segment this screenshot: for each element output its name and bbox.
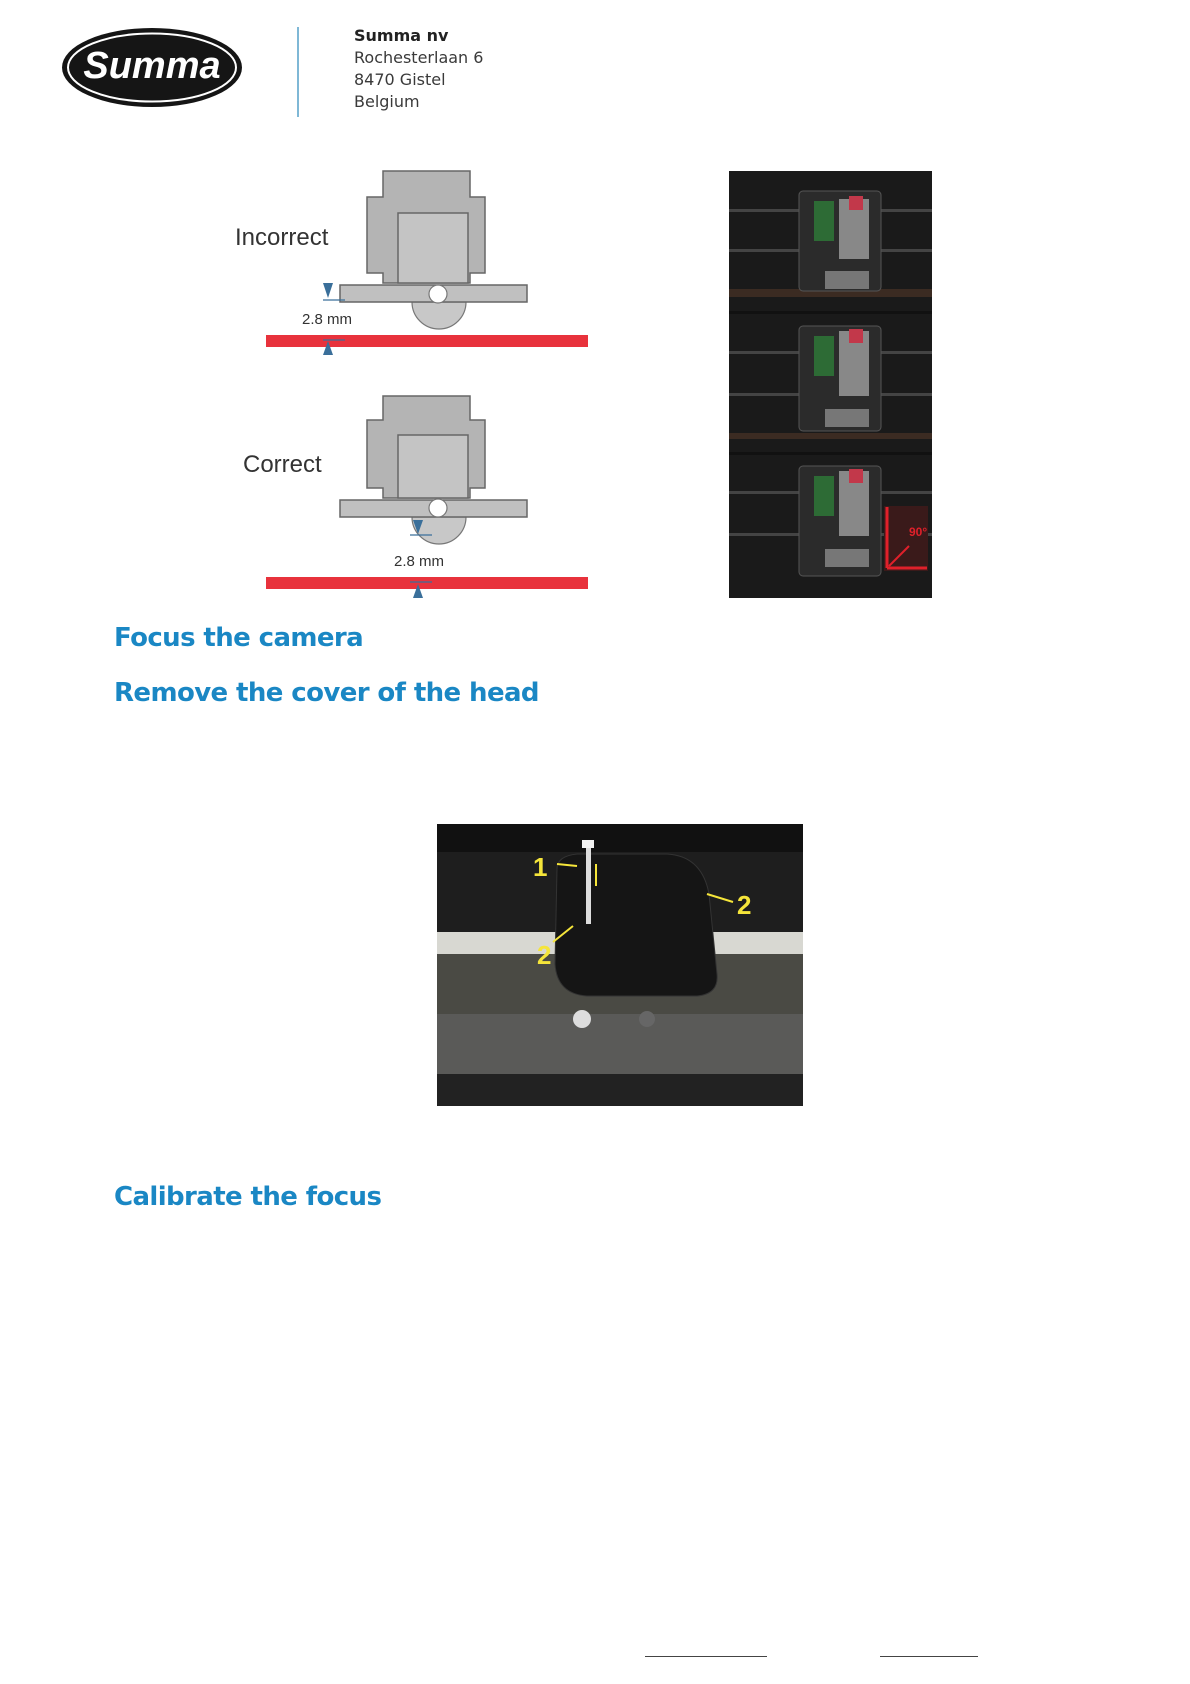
callout-1: 1 — [533, 852, 548, 882]
distance-correct: 2.8 mm — [394, 553, 445, 570]
address-street: Rochesterlaan 6 — [354, 48, 484, 67]
angle-label: 90° — [909, 525, 928, 539]
photo-panel-1 — [729, 171, 932, 311]
distance-incorrect: 2.8 mm — [302, 311, 353, 328]
incorrect-label: Incorrect — [235, 224, 329, 251]
address-city: 8470 Gistel — [354, 70, 446, 89]
head-cover-photo — [437, 824, 803, 1106]
company-name: Summa nv — [354, 26, 449, 45]
photo-panel-2 — [729, 314, 932, 452]
heading-calibrate-focus: Calibrate the focus — [114, 1182, 382, 1212]
cutter-head-photos — [729, 171, 932, 598]
heading-focus-camera: Focus the camera — [114, 623, 364, 653]
callout-2b: 2 — [737, 890, 752, 920]
address-country: Belgium — [354, 92, 420, 111]
svg-text:Summa: Summa — [83, 45, 221, 87]
photo-panel-3 — [729, 455, 932, 598]
callout-2a: 2 — [537, 940, 552, 970]
heading-remove-cover: Remove the cover of the head — [114, 678, 539, 708]
footer-rule-1 — [645, 1656, 767, 1657]
summa-logo — [60, 26, 244, 109]
header-divider — [297, 27, 299, 117]
footer-rule-2 — [880, 1656, 978, 1657]
correct-label: Correct — [243, 451, 322, 478]
